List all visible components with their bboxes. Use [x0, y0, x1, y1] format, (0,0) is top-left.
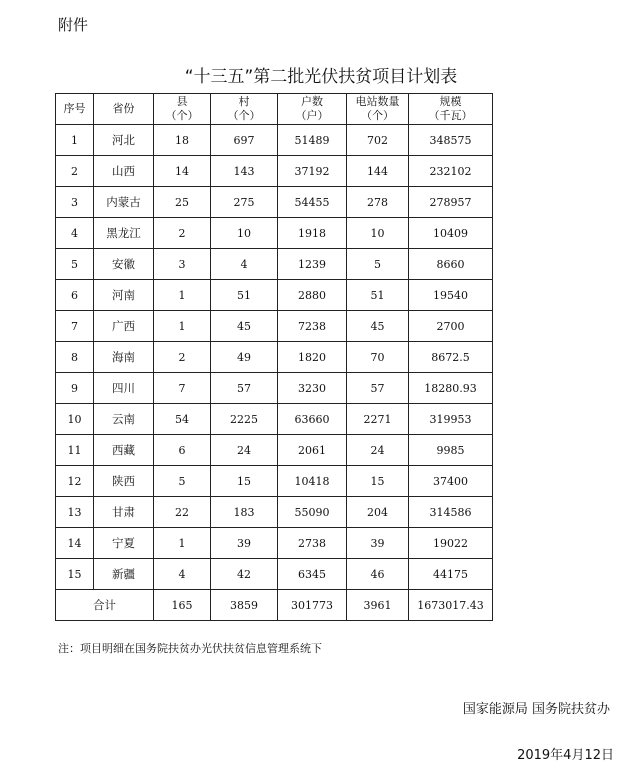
- cell-province: 甘肃: [94, 497, 154, 528]
- table-row: [56, 559, 493, 590]
- cell-station-count: 10: [347, 218, 409, 249]
- cell-province: 海南: [94, 342, 154, 373]
- cell-index: 10: [56, 404, 94, 435]
- cell-county: 18: [154, 125, 211, 156]
- cell-county: 54: [154, 404, 211, 435]
- cell-index: 13: [56, 497, 94, 528]
- cell-households: 7238: [278, 311, 347, 342]
- cell-households: 1239: [278, 249, 347, 280]
- cell-village: 45: [211, 311, 278, 342]
- cell-station-count: 51: [347, 280, 409, 311]
- cell-province: 河南: [94, 280, 154, 311]
- cell-households: 37192: [278, 156, 347, 187]
- cell-capacity: 314586: [409, 497, 493, 528]
- cell-index: 11: [56, 435, 94, 466]
- cell-village: 15: [211, 466, 278, 497]
- table-row: [56, 249, 493, 280]
- table-row: [56, 187, 493, 218]
- total-county: 165: [154, 590, 211, 621]
- cell-province: 陕西: [94, 466, 154, 497]
- cell-province: 四川: [94, 373, 154, 404]
- header-county: 县 （个）: [154, 94, 211, 125]
- cell-station-count: 24: [347, 435, 409, 466]
- cell-index: 9: [56, 373, 94, 404]
- cell-households: 1820: [278, 342, 347, 373]
- table-row: [56, 373, 493, 404]
- cell-county: 7: [154, 373, 211, 404]
- cell-station-count: 70: [347, 342, 409, 373]
- cell-station-count: 5: [347, 249, 409, 280]
- table-row: [56, 156, 493, 187]
- cell-capacity: 19540: [409, 280, 493, 311]
- cell-village: 42: [211, 559, 278, 590]
- cell-village: 10: [211, 218, 278, 249]
- project-plan-table: [55, 93, 493, 621]
- cell-station-count: 45: [347, 311, 409, 342]
- cell-capacity: 10409: [409, 218, 493, 249]
- cell-index: 12: [56, 466, 94, 497]
- total-label: 合计: [56, 590, 154, 621]
- table-row: [56, 528, 493, 559]
- cell-county: 5: [154, 466, 211, 497]
- cell-province: 新疆: [94, 559, 154, 590]
- table-row: [56, 342, 493, 373]
- total-village: 3859: [211, 590, 278, 621]
- footnote: 注：项目明细在国务院扶贫办光伏扶贫信息管理系统下: [58, 642, 322, 655]
- total-station-count: 3961: [347, 590, 409, 621]
- table-row: [56, 218, 493, 249]
- cell-county: 2: [154, 342, 211, 373]
- cell-province: 云南: [94, 404, 154, 435]
- cell-village: 57: [211, 373, 278, 404]
- cell-county: 1: [154, 280, 211, 311]
- cell-village: 51: [211, 280, 278, 311]
- cell-households: 6345: [278, 559, 347, 590]
- cell-county: 1: [154, 528, 211, 559]
- cell-province: 山西: [94, 156, 154, 187]
- cell-station-count: 144: [347, 156, 409, 187]
- cell-households: 3230: [278, 373, 347, 404]
- cell-capacity: 44175: [409, 559, 493, 590]
- cell-capacity: 319953: [409, 404, 493, 435]
- cell-index: 8: [56, 342, 94, 373]
- header-capacity: 规模 （千瓦）: [409, 94, 493, 125]
- table-row: [56, 466, 493, 497]
- cell-capacity: 2700: [409, 311, 493, 342]
- cell-index: 4: [56, 218, 94, 249]
- cell-station-count: 57: [347, 373, 409, 404]
- header-households: 户数 （户）: [278, 94, 347, 125]
- cell-capacity: 348575: [409, 125, 493, 156]
- cell-county: 25: [154, 187, 211, 218]
- cell-village: 49: [211, 342, 278, 373]
- cell-households: 55090: [278, 497, 347, 528]
- cell-station-count: 39: [347, 528, 409, 559]
- cell-capacity: 9985: [409, 435, 493, 466]
- attachment-label: 附件: [58, 16, 89, 34]
- cell-village: 4: [211, 249, 278, 280]
- total-capacity: 1673017.43: [409, 590, 493, 621]
- issuer: 国家能源局 国务院扶贫办: [462, 702, 610, 717]
- cell-station-count: 2271: [347, 404, 409, 435]
- cell-capacity: 278957: [409, 187, 493, 218]
- issue-date: 2019年4月12日: [517, 748, 614, 763]
- cell-village: 697: [211, 125, 278, 156]
- document-title: “十三五”第二批光伏扶贫项目计划表: [184, 67, 458, 87]
- cell-county: 2: [154, 218, 211, 249]
- cell-village: 143: [211, 156, 278, 187]
- cell-province: 河北: [94, 125, 154, 156]
- cell-capacity: 8672.5: [409, 342, 493, 373]
- cell-households: 10418: [278, 466, 347, 497]
- table-row: [56, 497, 493, 528]
- table-row: [56, 280, 493, 311]
- total-households: 301773: [278, 590, 347, 621]
- cell-households: 1918: [278, 218, 347, 249]
- cell-capacity: 19022: [409, 528, 493, 559]
- cell-station-count: 278: [347, 187, 409, 218]
- header-village: 村 （个）: [211, 94, 278, 125]
- cell-station-count: 204: [347, 497, 409, 528]
- cell-province: 安徽: [94, 249, 154, 280]
- cell-index: 3: [56, 187, 94, 218]
- cell-province: 内蒙古: [94, 187, 154, 218]
- cell-index: 1: [56, 125, 94, 156]
- cell-households: 63660: [278, 404, 347, 435]
- table-row: [56, 125, 493, 156]
- cell-village: 2225: [211, 404, 278, 435]
- cell-village: 275: [211, 187, 278, 218]
- cell-households: 2061: [278, 435, 347, 466]
- cell-index: 7: [56, 311, 94, 342]
- cell-index: 6: [56, 280, 94, 311]
- cell-province: 西藏: [94, 435, 154, 466]
- cell-index: 5: [56, 249, 94, 280]
- table-row: [56, 311, 493, 342]
- cell-index: 15: [56, 559, 94, 590]
- cell-village: 183: [211, 497, 278, 528]
- cell-province: 黑龙江: [94, 218, 154, 249]
- header-province: 省份: [94, 94, 154, 125]
- total-row: [56, 590, 493, 621]
- cell-station-count: 702: [347, 125, 409, 156]
- cell-village: 39: [211, 528, 278, 559]
- cell-province: 宁夏: [94, 528, 154, 559]
- cell-capacity: 37400: [409, 466, 493, 497]
- cell-county: 3: [154, 249, 211, 280]
- cell-capacity: 232102: [409, 156, 493, 187]
- cell-county: 1: [154, 311, 211, 342]
- cell-households: 51489: [278, 125, 347, 156]
- cell-station-count: 15: [347, 466, 409, 497]
- cell-households: 2738: [278, 528, 347, 559]
- cell-village: 24: [211, 435, 278, 466]
- table-row: [56, 404, 493, 435]
- cell-county: 14: [154, 156, 211, 187]
- table-row: [56, 435, 493, 466]
- cell-index: 2: [56, 156, 94, 187]
- cell-households: 54455: [278, 187, 347, 218]
- cell-capacity: 8660: [409, 249, 493, 280]
- cell-index: 14: [56, 528, 94, 559]
- table-header-row: [56, 94, 493, 125]
- cell-county: 22: [154, 497, 211, 528]
- header-station-count: 电站数量 （个）: [347, 94, 409, 125]
- cell-capacity: 18280.93: [409, 373, 493, 404]
- cell-county: 4: [154, 559, 211, 590]
- cell-households: 2880: [278, 280, 347, 311]
- cell-province: 广西: [94, 311, 154, 342]
- cell-station-count: 46: [347, 559, 409, 590]
- header-index: 序号: [56, 94, 94, 125]
- cell-county: 6: [154, 435, 211, 466]
